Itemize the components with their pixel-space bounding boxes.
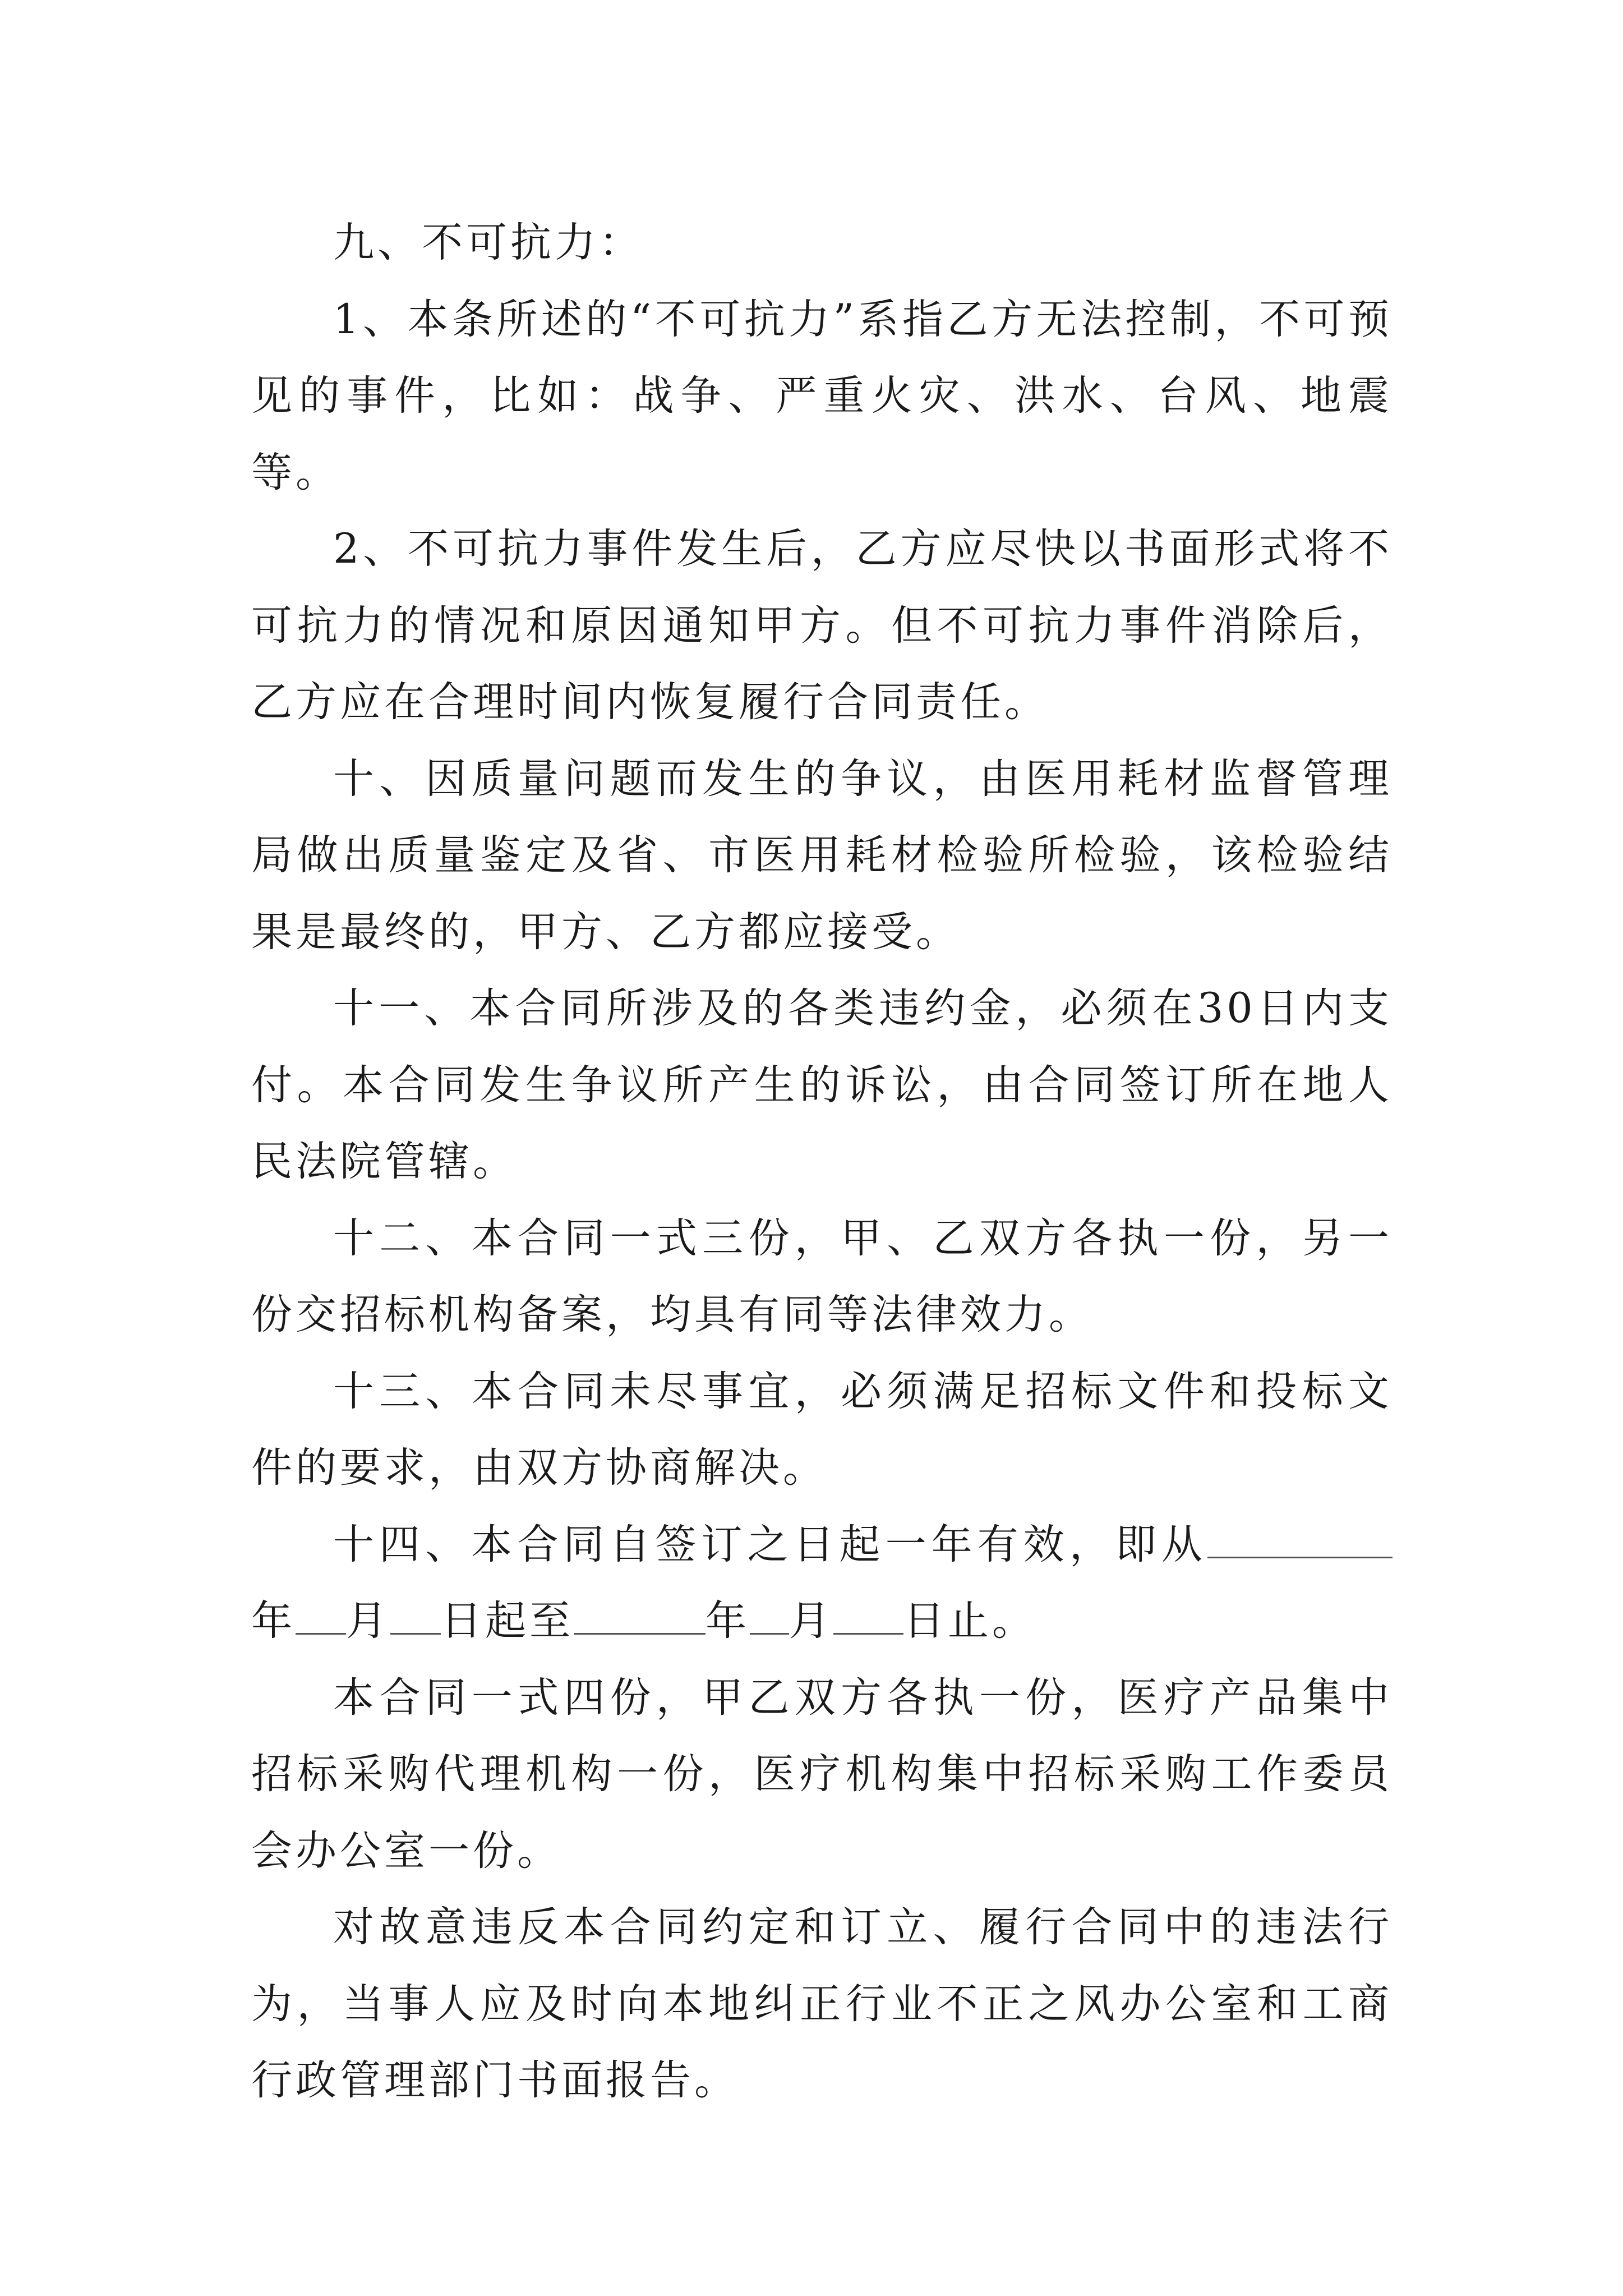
blank-start-month bbox=[296, 1599, 346, 1635]
blank-start-year bbox=[1207, 1523, 1393, 1558]
validity-prefix: 十四、本合同自签订之日起一年有效，即从 bbox=[333, 1520, 1207, 1568]
blank-end-year bbox=[574, 1599, 706, 1635]
paragraph-force-majeure-notice: 2、不可抗力事件发生后，乙方应尽快以书面形式将不可抗力的情况和原因通知甲方。但不可抗力事件消除后，乙方应在合理时间内恢复履行合同责任。 bbox=[251, 525, 1393, 726]
paragraph-copies-four: 本合同一式四份，甲乙双方各执一份，医疗产品集中招标采购代理机构一份，医疗机构集中招标采购工作委员会办公室一份。 bbox=[251, 1673, 1393, 1875]
blank-end-month bbox=[750, 1599, 789, 1635]
validity-end-year-label: 年 bbox=[706, 1597, 750, 1645]
paragraph-force-majeure-definition: 1、本条所述的“不可抗力”系指乙方无法控制，不可预见的事件，比如：战争、严重火灾、洪水、台风、地震等。 bbox=[251, 295, 1393, 496]
validity-year-label: 年 bbox=[251, 1597, 296, 1645]
paragraph-validity-period bbox=[251, 1507, 1393, 1660]
paragraph-unresolved-matters: 十三、本合同未尽事宜，必须满足招标文件和投标文件的要求，由双方协商解决。 bbox=[251, 1367, 1393, 1492]
document-body bbox=[251, 205, 1393, 2119]
paragraph-copies-three: 十二、本合同一式三份，甲、乙双方各执一份，另一份交招标机构备案，均具有同等法律效力。 bbox=[251, 1214, 1393, 1338]
blank-start-day bbox=[390, 1599, 441, 1635]
blank-end-day bbox=[833, 1599, 903, 1635]
validity-end-day-label: 日止。 bbox=[903, 1597, 1036, 1645]
validity-end-month-label: 月 bbox=[789, 1597, 833, 1645]
paragraph-quality-dispute: 十、因质量问题而发生的争议，由医用耗材监督管理局做出质量鉴定及省、市医用耗材检验所检验，该检验结果是最终的，甲方、乙方都应接受。 bbox=[251, 754, 1393, 956]
validity-day-label: 日起至 bbox=[441, 1597, 574, 1645]
paragraph-violation-report: 对故意违反本合同约定和订立、履行合同中的违法行为，当事人应及时向本地纠正行业不正之风办公室和工商行政管理部门书面报告。 bbox=[251, 1903, 1393, 2104]
paragraph-penalty-litigation: 十一、本合同所涉及的各类违约金，必须在30日内支付。本合同发生争议所产生的诉讼，由合同签订所在地人民法院管辖。 bbox=[251, 984, 1393, 1185]
paragraph-force-majeure-heading: 九、不可抗力： bbox=[333, 219, 643, 266]
validity-month-label: 月 bbox=[346, 1597, 390, 1645]
